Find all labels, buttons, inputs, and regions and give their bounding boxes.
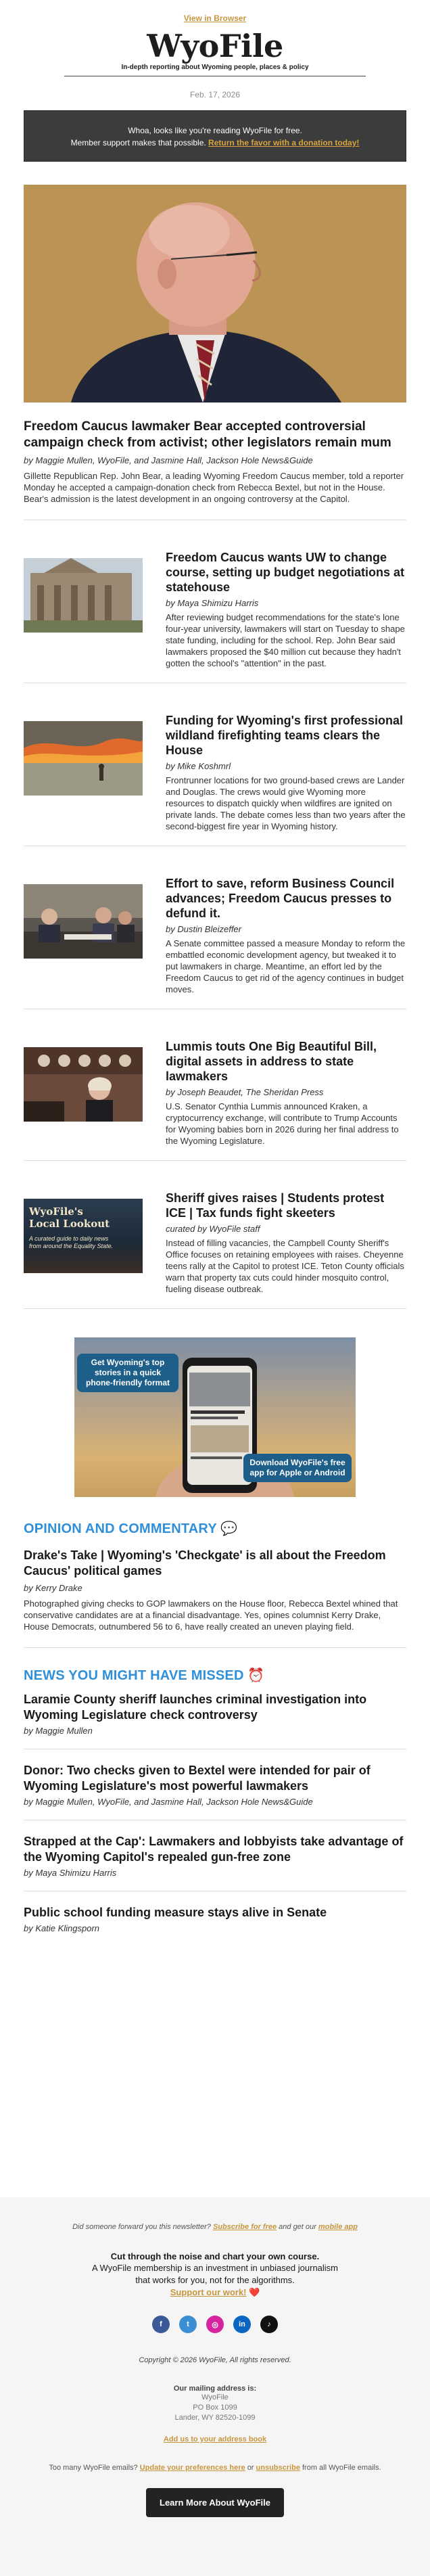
local-lookout-subtitle: A curated guide to daily news from around the Equality State. [29,1235,114,1249]
story-headline[interactable]: Funding for Wyoming's first professional wildland firefighting teams clears the House [166,714,403,757]
unsubscribe-link[interactable]: unsubscribe [256,2464,300,2472]
story-summary: After reviewing budget recommendations for the state's lone four-year university, lawmakers will start on Tuesday to shape state funding, including for the school. Rep. John Bear said lawmakers proposed the $40 million cut because they hadn't gotten the school's "attention" in the past. [166,612,405,668]
local-lookout-thumbnail[interactable] [24,1199,143,1273]
story-summary: Instead of filling vacancies, the Campbell County Sheriff's Office focuses on retaining employees with raises. Cheyenne teens rally at the Capitol to protest ICE. Teton County officials warn that property tax cuts could hinder mosquito control, fueling disease outbreak. [166,1238,404,1294]
opinion-section-heading [24,1520,406,1537]
story-summary: U.S. Senator Cynthia Lummis announced Kraken, a cryptocurrency exchange, will contribute to Trump Accounts for Wyoming babies born in 2026 during her final address to the Wyoming Legislature. [166,1101,399,1146]
opinion-item [24,1548,406,1648]
missed-byline: by Maggie Mullen, WyoFile, and Jasmine Hall, Jackson Hole News&Guide [24,1797,313,1807]
missed-section-heading [24,1667,406,1684]
local-lookout-title-line1: WyoFile's [29,1205,83,1218]
address-line: Lander, WY 82520-1099 [174,2414,256,2422]
lead-summary: Gillette Republican Rep. John Bear, a leading Wyoming Freedom Caucus member, told a reporter Monday he accepted a campaign-donation check from Rebecca Bextel, but not in the House. Bear's admission is the latest development in an ongoing controversy at the Capitol. [24,471,404,504]
story-thumbnail-committee[interactable] [24,884,143,959]
donate-link[interactable]: Return the favor with a donation today! [208,138,360,147]
learn-more-button[interactable]: Learn More About WyoFile [146,2488,284,2517]
missed-list [24,1692,406,1934]
missed-byline: by Maggie Mullen [24,1726,93,1736]
missed-list-item [24,1905,406,1934]
missed-headline[interactable]: Public school funding measure stays alive in Senate [24,1906,327,1919]
story-summary: A Senate committee passed a measure Monday to reform the embattled economic development agency, but tweaked it to put lawmakers in charge. Meantime, an effort led by the Freedom Caucus to get rid of the agency continues in budget moves. [166,938,406,994]
story-item [24,1009,406,1161]
missed-headline[interactable]: Donor: Two checks given to Bextel were intended for pair of Wyoming Legislature's most powerful lawmakers [24,1764,371,1793]
story-thumbnail-wildfire[interactable] [24,721,143,796]
forward-mid: and get our [279,2223,316,2231]
story-headline[interactable]: Lummis touts One Big Beautiful Bill, digital assets in address to state lawmakers [166,1040,377,1083]
story-byline: by Mike Koshmrl [166,761,231,771]
story-headline[interactable]: Sheriff gives raises | Students protest ICE | Tax funds fight skeeters [166,1191,385,1220]
copyright: Copyright © 2026 WyoFile, All rights reserved. [139,2356,291,2364]
lummis-photo [24,1047,143,1122]
app-download-promo[interactable] [74,1337,356,1497]
story-item [24,1161,406,1309]
forward-note [0,2223,430,2231]
lead-photo-illustration [24,185,406,402]
story-headline[interactable]: Effort to save, reform Business Council advances; Freedom Caucus presses to defund it. [166,877,395,920]
footer [0,2197,430,2576]
too-many-suffix: from all WyoFile emails. [302,2464,381,2472]
cut-through-heading: Cut through the noise and chart your own course. [110,2251,320,2261]
app-promo-bottom-text: Download WyoFile's free app for Apple or Android [243,1454,352,1482]
story-item [24,846,406,1009]
story-headline[interactable]: Freedom Caucus wants UW to change course, setting up budget negotiations at statehouse [166,551,405,594]
tagline: In-depth reporting about Wyoming people, places & policy [64,64,366,76]
address-line: WyoFile [201,2393,229,2401]
local-lookout-title-line2: Local Lookout [29,1218,110,1230]
support-line [0,2286,430,2298]
instagram-icon[interactable]: ◎ [206,2316,224,2333]
story-byline: by Maya Shimizu Harris [166,598,259,608]
story-thumbnail-lummis[interactable] [24,1047,143,1122]
opinion-section-title: OPINION AND COMMENTARY [24,1521,217,1536]
wyofile-logo[interactable]: WyoFile [147,28,283,64]
facebook-icon[interactable]: f [152,2316,170,2333]
missed-list-item [24,1834,406,1891]
donation-line-2 [24,137,406,149]
opinion-summary: Photographed giving checks to GOP lawmakers on the House floor, Rebecca Bextel whined that conservative candidates are at a financial disadvantage. Yes, opines columnist Kerry Drake, House Democrats, outnumbered 56 to 6, have really created an uneven playing field. [24,1598,398,1632]
too-many-prefix: Too many WyoFile emails? [49,2464,138,2472]
mobile-app-link[interactable]: mobile app [318,2223,358,2231]
heart-icon: ❤️ [249,2287,260,2297]
main-content [24,185,406,1934]
lead-headline[interactable]: Freedom Caucus lawmaker Bear accepted controversial campaign check from activist; other legislators remain mum [24,419,391,450]
speech-bubble-icon: 💬 [220,1521,238,1536]
missed-byline: by Katie Klingsporn [24,1923,100,1933]
lead-byline: by Maggie Mullen, WyoFile, and Jasmine Hall, Jackson Hole News&Guide [24,455,313,465]
story-item [24,520,406,683]
story-byline: by Dustin Bleizeffer [166,924,241,934]
lead-story [24,185,406,520]
uw-building-photo [24,558,143,632]
preferences-note [0,2464,430,2472]
opinion-byline: by Kerry Drake [24,1583,82,1593]
forward-prefix: Did someone forward you this newsletter? [72,2223,211,2231]
subscribe-link[interactable]: Subscribe for free [212,2223,277,2231]
membership-pitch-line1: A WyoFile membership is an investment in unbiased journalism [91,2263,339,2273]
view-in-browser-link[interactable]: View in Browser [183,14,247,23]
twitter-icon[interactable]: t [179,2316,197,2333]
missed-section-title: NEWS YOU MIGHT HAVE MISSED [24,1668,244,1683]
donation-banner [24,110,406,162]
alarm-clock-icon: ⏰ [247,1668,265,1683]
tiktok-icon[interactable]: ♪ [260,2316,278,2333]
missed-headline[interactable]: Laramie County sheriff launches criminal investigation into Wyoming Legislature check controversy [24,1693,367,1722]
social-links [0,2316,430,2333]
donation-line-1: Whoa, looks like you're reading WyoFile for free. [128,126,302,135]
support-link[interactable]: Support our work! [170,2287,247,2297]
update-preferences-link[interactable]: Update your preferences here [139,2464,245,2472]
opinion-headline[interactable]: Drake's Take | Wyoming's 'Checkgate' is all about the Freedom Caucus' political games [24,1548,386,1578]
missed-list-item [24,1763,406,1820]
committee-photo [24,884,143,959]
story-byline: curated by WyoFile staff [166,1224,260,1234]
local-lookout-title [24,1199,143,1230]
missed-headline[interactable]: Strapped at the Cap': Lawmakers and lobbyists take advantage of the Wyoming Capitol's repealed gun-free zone [24,1835,404,1864]
donation-line-2-text: Member support makes that possible. [70,138,206,147]
app-promo-top-text: Get Wyoming's top stories in a quick phone-friendly format [77,1354,178,1392]
lead-story-photo[interactable] [24,185,406,402]
story-thumbnail-uw[interactable] [24,558,143,632]
wildfire-photo [24,721,143,796]
or-text: or [247,2464,254,2472]
issue-date: Feb. 17, 2026 [189,90,241,99]
masthead [64,30,366,76]
story-summary: Frontrunner locations for two ground-based crews are Lander and Douglas. The crews would give Wyoming more resources to dispatch quickly when wildfires are ignited on private lands. The debate comes less than two years after the second-biggest fire year in Wyoming history. [166,775,406,831]
address-line: PO Box 1099 [193,2404,237,2412]
story-byline: by Joseph Beaudet, The Sheridan Press [166,1087,324,1097]
membership-pitch-line2: that works for you, not for the algorithms. [135,2275,295,2285]
missed-list-item [24,1692,406,1749]
story-item [24,683,406,846]
mailing-address-label: Our mailing address is: [173,2385,257,2393]
missed-byline: by Maya Shimizu Harris [24,1868,117,1878]
add-to-address-book-link[interactable]: Add us to your address book [163,2435,267,2443]
linkedin-icon[interactable]: in [233,2316,251,2333]
